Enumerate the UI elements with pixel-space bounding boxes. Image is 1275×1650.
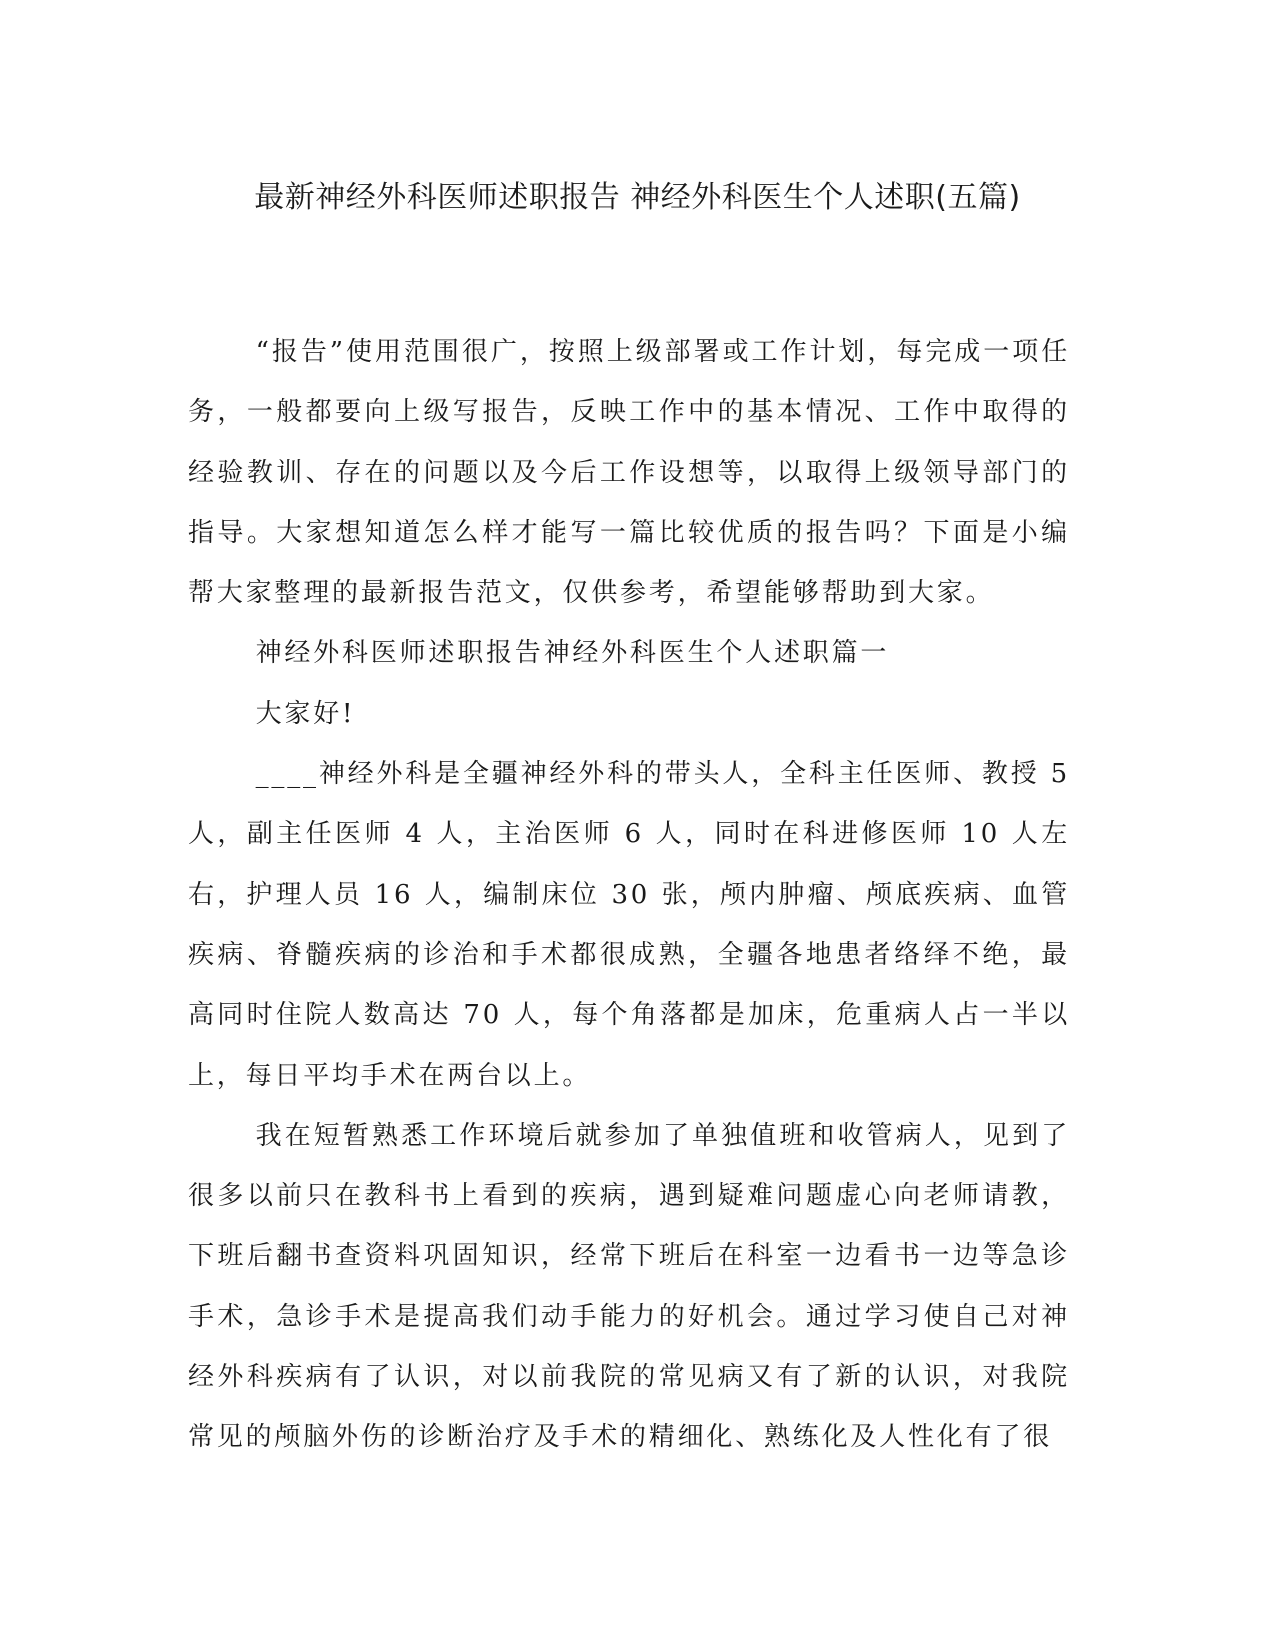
paragraph-greeting: 大家好!	[255, 698, 356, 729]
document-body	[188, 322, 1070, 1468]
paragraph-work-experience: 我在短暂熟悉工作环境后就参加了单独值班和收管病人，见到了很多以前只在教科书上看到的疾病，遇到疑难问题虚心向老师请教，下班后翻书查资料巩固知识，经常下班后在科室一边看书一边等急诊手术，急诊手术是提高我们动手能力的好机会。通过学习使自己对神经外科疾病有了认识，对以前我院的常见病又有了新的认识，对我院常见的颅脑外伤的诊断治疗及手术的精细化、熟练化及人性化有了很	[188, 1120, 1070, 1453]
paragraph-intro: “报告”使用范围很广，按照上级部署或工作计划，每完成一项任务，一般都要向上级写报告，反映工作中的基本情况、工作中取得的经验教训、存在的问题以及今后工作设想等，以取得上级领导部门的指导。大家想知道怎么样才能写一篇比较优质的报告吗？下面是小编帮大家整理的最新报告范文，仅供参考，希望能够帮助到大家。	[188, 337, 1070, 609]
document-title: 最新神经外科医师述职报告 神经外科医生个人述职(五篇)	[254, 180, 1021, 215]
paragraph-section-heading: 神经外科医师述职报告神经外科医生个人述职篇一	[255, 638, 890, 669]
paragraph-department-overview: ____神经外科是全疆神经外科的带头人，全科主任医师、教授 5 人，副主任医师 4 人，主治医师 6 人，同时在科进修医师 10 人左右，护理人员 16 人，编制床位 30 张，颅内肿瘤、颅底疾病、血管疾病、脊髓疾病的诊治和手术都很成熟，全疆各地患者络绎不绝，最高同时住院人数高达 70 人，每个角落都是加床，危重病人占一半以上，每日平均手术在两台以上。	[188, 759, 1070, 1091]
